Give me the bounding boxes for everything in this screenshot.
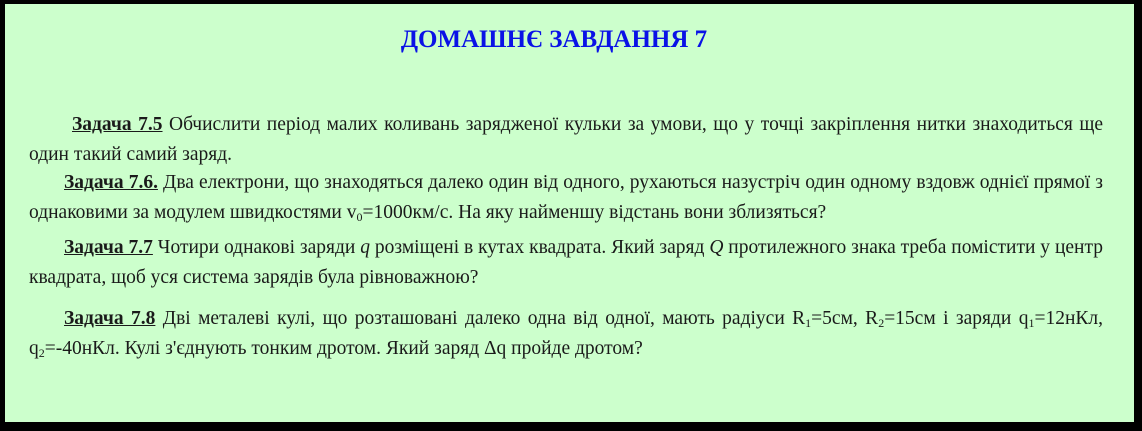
task-text: Обчислити період малих коливань зарядженої кульки за умови, що у точці закріплення нитки знаходиться ще один такий самий заряд.	[29, 113, 1104, 165]
task-7-6	[29, 168, 1103, 228]
task-7-7	[29, 233, 1103, 293]
subscript: 1	[805, 315, 812, 330]
page-title: ДОМАШНЄ ЗАВДАННЯ 7	[400, 26, 708, 53]
task-text: розміщені в кутах квадрата. Який заряд	[370, 236, 710, 258]
task-text: =15см і заряди q	[884, 307, 1029, 329]
subscript: 2	[38, 345, 45, 360]
task-7-5	[29, 110, 1103, 170]
task-text: Дві металеві кулі, що розташовані далеко одна від одної, мають радіуси R	[155, 307, 806, 329]
homework-slide	[5, 4, 1134, 422]
subscript: 1	[1028, 315, 1035, 330]
task-text: =-40нКл. Кулі з'єднують тонким дротом. Який заряд Δq пройде дротом?	[44, 337, 643, 359]
subscript: 2	[878, 315, 885, 330]
task-text: =12нКл, q	[29, 307, 1103, 359]
task-7-8	[29, 304, 1103, 364]
subscript: 0	[356, 209, 363, 224]
task-text: Два електрони, що знаходяться далеко один від одного, рухаються назустріч один одному вздовж однієї прямої з однаковими за модулем швидкостями v	[29, 171, 1104, 223]
task-text: Чотири однакові заряди	[152, 236, 361, 258]
variable-q: q	[360, 236, 371, 258]
task-text: протилежного знака треба помістити у центр квадрата, щоб уся система зарядів була рівноважною?	[29, 236, 1103, 288]
variable-Q: Q	[709, 236, 724, 258]
task-label: Задача 7.7	[64, 236, 153, 258]
task-label: Задача 7.8	[64, 307, 156, 329]
task-text: =5см, R	[811, 307, 879, 329]
task-text: =1000км/с. На яку найменшу відстань вони зблизяться?	[362, 201, 827, 223]
task-label: Задача 7.6.	[64, 171, 158, 193]
task-label: Задача 7.5	[72, 113, 163, 135]
